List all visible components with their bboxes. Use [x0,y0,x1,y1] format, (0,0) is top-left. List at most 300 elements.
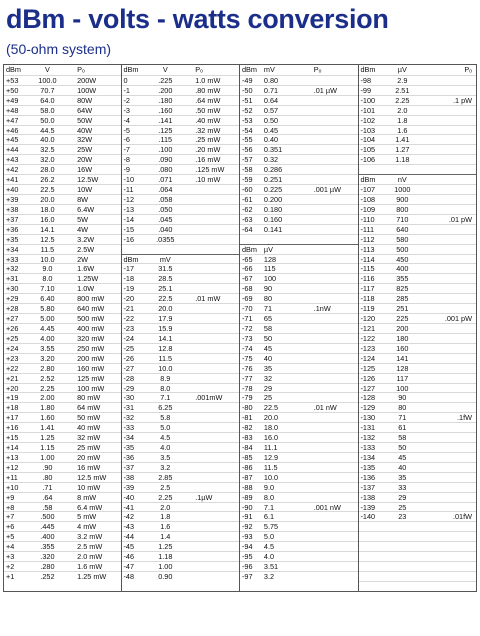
table-cell: -24 [123,333,135,343]
table-row [122,383,240,393]
table-cell: -86 [242,462,253,472]
table-cell: 1.00 [158,562,173,572]
table-cell: 6.25 [158,403,173,413]
table-cell: -108 [360,194,376,204]
table-cell [304,532,358,541]
table-row [122,323,240,333]
table-cell: .80 [42,472,53,482]
table-cell: 4.00 [40,333,55,343]
table-cell: -13 [123,204,135,214]
table-cell: -136 [360,472,376,482]
table-cell [359,582,383,591]
table-cell: 1.25 mW [77,572,107,582]
table-cell: 25.1 [158,284,173,294]
table-cell [304,96,358,105]
table-cell [185,215,239,224]
table-row [122,115,240,125]
table-cell: -36 [123,452,135,462]
table-cell: 40 mW [77,423,101,433]
table-cell: .100 [158,145,173,155]
table-cell [304,274,358,283]
table-row [240,531,358,541]
table-cell: -117 [360,284,375,294]
table-row [4,541,121,551]
table-cell [185,433,239,442]
table-cell: .50 mW [195,105,221,115]
table-cell: 44.5 [40,125,55,135]
table-cell: 70.7 [40,85,55,95]
table-row [122,432,240,442]
table-cell: .25 mW [195,135,221,145]
table-row [122,412,240,422]
table-cell [185,522,239,531]
table-cell [304,384,358,393]
table-cell: 5.0 [263,532,275,542]
table-cell: -134 [360,452,376,462]
table-cell: 0.141 [263,224,283,234]
table-row [359,531,477,541]
table-cell: -112 [360,234,375,244]
column-header: µV [397,65,407,74]
table-cell: 225 [396,314,409,324]
table-cell: 28.0 [40,165,55,175]
table-cell: -44 [123,532,135,542]
table-cell: 50 [263,333,273,343]
table-cell [422,195,476,204]
table-cell: .0355 [156,234,175,244]
table-row [4,95,121,105]
table-cell: -60 [242,185,253,195]
table-row [122,343,240,353]
table-cell: 16 mW [77,462,101,472]
table-cell: -135 [360,462,376,472]
table-cell [185,324,239,333]
table-header-row [240,65,358,75]
table-cell [240,235,264,244]
table-row [122,442,240,452]
table-row [4,561,121,571]
table-cell [422,443,476,452]
table-cell: 64.0 [40,95,55,105]
table-cell: -28 [123,373,135,383]
table-cell: 4 mW [77,522,97,532]
table-cell: -101 [360,105,376,115]
table-header-row [122,65,240,75]
table-cell: 128 [263,254,277,264]
table-cell: 80W [77,95,93,105]
table-cell: 1.18 [158,552,173,562]
table-cell: -71 [242,314,253,324]
table-cell: -1 [123,85,130,95]
table-cell: 100.0 [38,75,57,85]
table-cell: 8W [77,194,89,204]
table-row [359,462,477,472]
table-row [4,144,121,154]
table-cell [304,284,358,293]
table-cell [185,225,239,234]
table-cell: .125 [158,125,173,135]
table-cell [359,542,383,551]
table-cell: +22 [6,363,19,373]
table-row [240,353,358,363]
table-row [240,125,358,135]
table-cell: .500 [40,512,55,522]
table-cell [422,185,476,194]
table-row [122,105,240,115]
table-cell: +16 [6,423,19,433]
table-row [122,224,240,234]
table-cell: 3.2 [160,462,171,472]
table-cell: 28.5 [158,274,173,284]
table-row [359,551,477,561]
table-cell [382,532,422,541]
table-cell: 40 [263,353,273,363]
table-cell: 115 [263,264,276,274]
table-cell: .58 [42,502,53,512]
table-row [359,581,477,591]
table-row [240,134,358,144]
table-cell: 1.25W [77,274,99,284]
table-cell: 14.1 [158,333,173,343]
table-cell: -120 [360,314,376,324]
table-cell: -35 [123,443,135,453]
table-cell: 32 mW [77,433,101,443]
table-cell: +49 [6,95,19,105]
table-cell: 12.5W [77,175,99,185]
table-cell: 4.5 [263,542,275,552]
table-cell: .001mW [195,393,223,403]
table-cell: .058 [158,194,173,204]
table-cell [304,294,358,303]
table-cell: -57 [242,155,253,165]
table-cell [185,413,239,422]
table-cell: 58.0 [40,105,55,115]
table-cell: 0.180 [263,204,283,214]
table-cell: .1fW [457,413,473,423]
table-cell: .071 [158,175,173,185]
table-cell: -15 [123,224,135,234]
table-row [4,105,121,115]
table-cell: -70 [242,304,253,314]
table-cell: -19 [123,284,135,294]
table-cell: -137 [360,482,376,492]
table-row [240,293,358,303]
table-row [4,273,121,283]
table-row [240,551,358,561]
table-row [359,343,477,353]
table-cell: 0.32 [263,155,279,165]
table-cell: 8.0 [160,383,171,393]
table-row [359,283,477,293]
table-cell [304,443,358,452]
table-cell: 32.5 [40,145,55,155]
table-cell: 1.4 [160,532,171,542]
table-cell: +46 [6,125,19,135]
table-cell: 2.5 [160,482,171,492]
table-row [122,571,240,581]
table-column [240,65,359,591]
table-cell: 100 [396,383,409,393]
column-header: dBm [123,254,139,264]
table-cell: 450 [396,254,409,264]
table-cell [304,165,358,174]
table-row [4,115,121,125]
table-cell: 10.0 [40,254,55,264]
table-cell: -104 [360,135,376,145]
table-cell: 3.51 [263,562,279,572]
table-cell: 50.0 [40,115,55,125]
table-row [359,363,477,373]
table-cell: .115 [158,135,173,145]
table-cell [304,334,358,343]
table-cell: -98 [360,75,372,85]
column-header [422,175,476,184]
table-cell: 251 [396,304,409,314]
table-cell [382,552,422,561]
table-cell: +17 [6,413,19,423]
table-cell [422,354,476,363]
table-cell: -50 [242,85,253,95]
table-cell [264,235,304,244]
table-row [359,402,477,412]
table-cell: -17 [123,264,135,274]
table-cell [422,294,476,303]
table-cell: +13 [6,452,19,462]
table-row [240,144,358,154]
table-cell: .050 [158,204,173,214]
table-cell: 2.5W [77,244,95,254]
table-cell: 320 mW [77,333,105,343]
table-row [359,353,477,363]
table-header-row [359,174,477,184]
table-column [3,65,122,591]
table-cell: 64W [77,105,93,115]
table-cell: +23 [6,353,19,363]
table-cell: -124 [360,353,376,363]
table-cell: -18 [123,274,135,284]
table-cell: 4.45 [40,323,55,333]
table-cell: +5 [6,532,15,542]
table-cell [185,572,239,581]
table-row [359,442,477,452]
table-row [359,85,477,95]
table-cell: +21 [6,373,19,383]
table-cell [359,552,383,561]
table-cell [422,106,476,115]
table-cell: -48 [123,572,135,582]
table-row [359,204,477,214]
table-row [4,412,121,422]
table-cell: -53 [242,115,253,125]
table-row [359,412,477,422]
table-cell: -55 [242,135,253,145]
page-title: dBm - volts - watts conversion [6,4,389,34]
table-row [240,511,358,521]
table-cell: -6 [123,135,130,145]
table-cell: 33 [398,482,407,492]
table-cell: 3.2W [77,234,95,244]
table-row [4,174,121,184]
table-cell [422,165,476,174]
table-cell: -113 [360,244,375,254]
table-cell: 11.5 [263,462,278,472]
table-row [122,452,240,462]
table-cell: +19 [6,393,19,403]
table-cell: -21 [123,304,135,314]
table-cell: 2.25 [158,492,173,502]
table-cell: -12 [123,194,135,204]
table-header-row [359,65,477,75]
table-row [122,531,240,541]
table-row [4,571,121,581]
table-row [4,164,121,174]
table-cell: +6 [6,522,15,532]
table-cell [304,344,358,353]
table-cell: .180 [158,95,173,105]
table-cell: -27 [123,363,135,373]
table-cell: 500 mW [77,314,105,324]
table-cell [185,483,239,492]
table-row [4,363,121,373]
column-header: V [162,65,168,74]
table-cell [304,135,358,144]
table-cell: -82 [242,423,253,433]
table-cell: -56 [242,145,253,155]
table-cell: 200 mW [77,353,105,363]
table-row [240,254,358,264]
table-cell: 20W [77,155,93,165]
table-cell [359,165,383,174]
table-cell: 50 mW [77,413,101,423]
table-cell: +3 [6,552,15,562]
table-cell: +32 [6,264,19,274]
table-row [359,432,477,442]
table-cell [304,354,358,363]
table-row [240,502,358,512]
table-cell: .001 pW [444,314,473,324]
table-row [4,551,121,561]
table-row [4,214,121,224]
table-cell [185,314,239,323]
table-cell: -138 [360,492,376,502]
table-cell [422,493,476,502]
table-cell: -95 [242,552,253,562]
table-cell: 25 [263,393,273,403]
table-cell [422,205,476,214]
table-row [122,164,240,174]
table-cell: 4.0 [263,552,275,562]
table-row [122,263,240,273]
table-cell [304,562,358,571]
table-row [240,164,358,174]
table-cell: -32 [123,413,135,423]
table-row [4,254,121,264]
column-header: dBm [123,65,139,74]
table-cell: -46 [123,552,135,562]
table-cell: 16W [77,165,93,175]
table-cell: 45 [263,343,273,353]
column-header: dBm [360,65,376,74]
table-row [359,482,477,492]
table-cell: 285 [396,294,409,304]
table-row [240,561,358,571]
table-cell: 160 mW [77,363,105,373]
table-row [122,293,240,303]
table-cell [382,522,422,531]
table-cell: 1.6W [77,264,95,274]
table-cell: 8.9 [160,373,171,383]
table-cell [185,205,239,214]
table-cell: +53 [6,75,19,85]
table-row [240,174,358,184]
table-cell: .01fW [452,512,473,522]
table-cell: 0 [123,75,128,85]
table-row [122,551,240,561]
table-cell: -92 [242,522,253,532]
table-cell [185,512,239,521]
table-cell: 2.80 [40,363,55,373]
table-cell: +15 [6,433,19,443]
table-row [359,373,477,383]
table-cell: 11.1 [263,443,278,453]
table-cell: -52 [242,105,253,115]
table-cell: 2W [77,254,89,264]
column-header: dBm [242,244,258,254]
table-cell: 7.1 [263,502,275,512]
table-cell: -121 [360,323,376,333]
table-row [240,462,358,472]
table-cell: +8 [6,502,15,512]
table-row [4,422,121,432]
table-cell: -42 [123,512,135,522]
table-cell: 20.0 [158,304,173,314]
table-row [4,373,121,383]
table-cell: +7 [6,512,15,522]
table-row [4,333,121,343]
table-header-row [4,65,121,75]
table-row [240,472,358,482]
table-cell: 32 [263,373,273,383]
table-cell [422,304,476,313]
table-cell: -81 [242,413,253,423]
table-row [122,511,240,521]
table-cell: 0.251 [263,175,283,185]
table-cell: 0.160 [263,214,283,224]
table-cell: -122 [360,333,376,343]
table-cell: 2.0 mW [77,552,103,562]
table-cell [304,413,358,422]
table-cell: -126 [360,373,376,383]
table-cell: 71 [398,413,407,423]
table-cell: .400 [40,532,55,542]
table-cell: +36 [6,224,19,234]
table-row [359,244,477,254]
table-cell: 35 [398,472,407,482]
table-cell [185,334,239,343]
table-row [359,95,477,105]
table-cell: .40 mW [195,115,221,125]
table-cell: 4.5 [160,433,171,443]
table-cell: 22.5 [40,185,55,195]
table-cell: 0.45 [263,125,279,135]
table-row [4,492,121,502]
table-cell: .125 mW [195,165,225,175]
table-cell: -132 [360,433,376,443]
table-cell: +40 [6,185,19,195]
table-cell: +47 [6,115,19,125]
table-cell: .160 [158,105,173,115]
table-row [4,125,121,135]
